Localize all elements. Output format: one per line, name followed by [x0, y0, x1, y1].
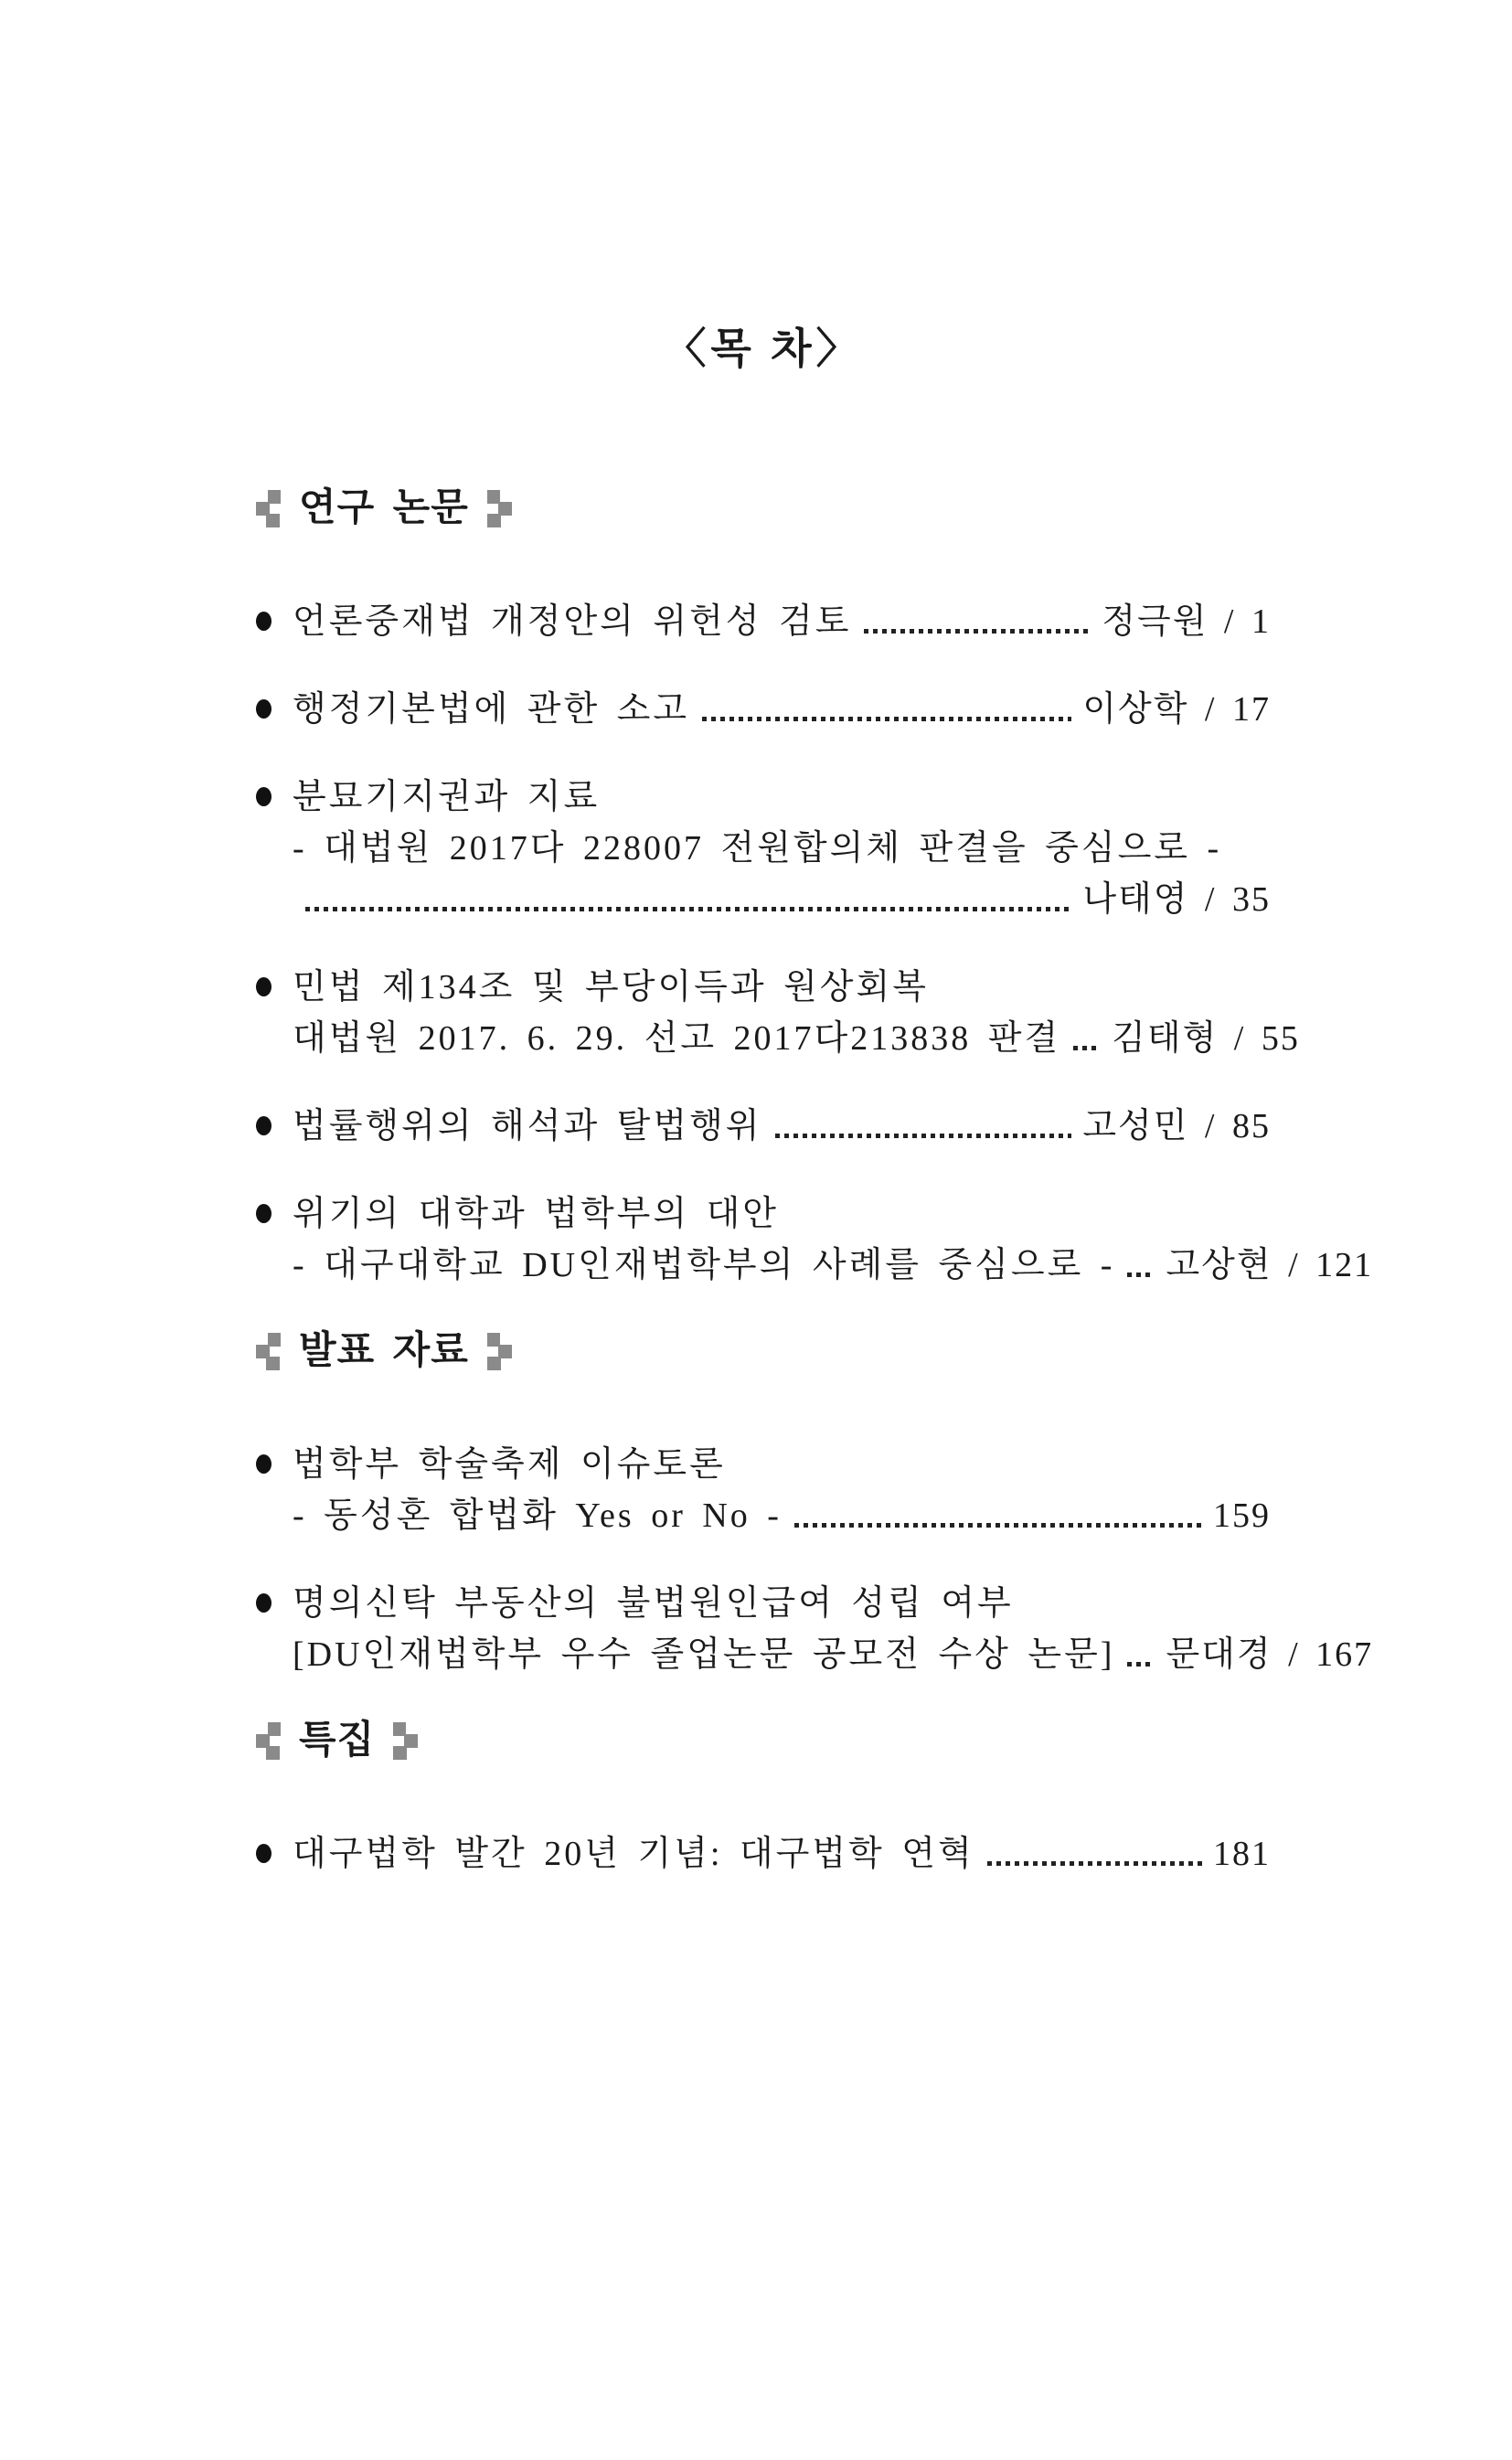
dot-leader-icon — [987, 1861, 1202, 1866]
toc-line — [293, 596, 1271, 647]
toc-entry — [256, 1101, 1271, 1152]
toc-line — [293, 1013, 1300, 1064]
entry-text: 위기의 대학과 법학부의 대안 — [293, 1195, 779, 1233]
entry-text: 행정기본법에 관한 소고 — [293, 690, 690, 729]
bullet-icon — [256, 612, 272, 631]
section-marker-left-icon — [256, 490, 281, 527]
bullet-icon — [256, 1593, 272, 1613]
entry-text: 법률행위의 해석과 탈법행위 — [293, 1107, 762, 1145]
toc-line — [293, 1490, 1271, 1541]
entry-text: 민법 제134조 및 부당이득과 원상회복 — [293, 968, 929, 1006]
entry-text: 대법원 2017. 6. 29. 선고 2017다213838 판결 — [293, 1019, 1061, 1058]
toc-entry — [256, 1439, 1271, 1541]
marker-square — [266, 1746, 280, 1760]
dot-leader-icon — [702, 717, 1071, 721]
bullet-icon — [256, 1204, 272, 1223]
page-title: 〈목 차〉 — [664, 325, 863, 372]
toc-line — [293, 1629, 1374, 1680]
marker-square — [487, 514, 501, 527]
toc-line — [293, 1101, 1271, 1152]
entry-author-page: 정극원 / 1 — [1102, 602, 1271, 641]
entry-text: [DU인재법학부 우수 졸업논문 공모전 수상 논문] — [293, 1635, 1115, 1674]
dot-leader-icon — [775, 1134, 1072, 1138]
toc-page — [0, 322, 1512, 1880]
entry-text: 법학부 학술축제 이슈토론 — [293, 1445, 726, 1484]
marker-square — [268, 490, 281, 504]
toc-section — [256, 1327, 1374, 1680]
section-title: 발표 자료 — [299, 1330, 469, 1372]
bullet-icon — [256, 1116, 272, 1135]
entry-author-page: 나태영 / 35 — [1082, 880, 1271, 919]
toc-entry — [256, 772, 1271, 925]
entry-text: 명의신탁 부동산의 불법원인급여 성립 여부 — [293, 1584, 1014, 1623]
dot-leader-icon — [305, 907, 1071, 911]
bullet-icon — [256, 787, 272, 806]
toc-entry — [256, 962, 1300, 1064]
dot-leader-icon — [1127, 1662, 1155, 1667]
section-title: 연구 논문 — [299, 487, 469, 529]
entry-author-page: 이상학 / 17 — [1082, 690, 1271, 729]
toc-entry — [256, 1188, 1374, 1291]
dot-leader-icon — [794, 1523, 1202, 1528]
entry-text: - 대구대학교 DU인재법학부의 사례를 중심으로 - — [293, 1246, 1115, 1284]
entry-text: 언론중재법 개정안의 위헌성 검토 — [293, 602, 852, 641]
entry-author-page: 고성민 / 85 — [1082, 1107, 1271, 1145]
section-marker-right-icon — [487, 490, 512, 527]
toc-entry — [256, 1828, 1271, 1880]
marker-square — [268, 1722, 281, 1736]
marker-square — [393, 1746, 407, 1760]
section-marker-right-icon — [487, 1333, 512, 1370]
toc-line — [293, 1240, 1374, 1291]
marker-square — [266, 514, 280, 527]
entry-author-page: 김태형 / 55 — [1112, 1019, 1300, 1058]
toc-entry — [256, 596, 1271, 647]
dot-leader-icon — [864, 629, 1091, 634]
toc-section — [256, 485, 1374, 1291]
marker-square — [487, 1357, 501, 1370]
entry-author-page: 159 — [1213, 1496, 1271, 1535]
toc-line — [293, 1188, 1271, 1240]
marker-square — [266, 1357, 280, 1370]
bullet-icon — [256, 699, 272, 719]
entry-text: 대구법학 발간 20년 기념: 대구법학 연혁 — [293, 1835, 974, 1873]
section-marker-left-icon — [256, 1333, 281, 1370]
entry-author-page: 고상현 / 121 — [1166, 1246, 1374, 1284]
entry-author-page: 181 — [1213, 1835, 1271, 1873]
toc-line — [293, 823, 1271, 874]
toc-line — [293, 874, 1271, 925]
toc-line — [293, 1578, 1271, 1629]
entry-text: - 동성혼 합법화 Yes or No - — [293, 1496, 782, 1535]
toc-line — [293, 772, 1271, 823]
entry-text: 분묘기지권과 지료 — [293, 778, 601, 816]
entry-author-page: 문대경 / 167 — [1166, 1635, 1374, 1674]
dot-leader-icon — [1073, 1046, 1101, 1050]
section-marker-right-icon — [393, 1722, 418, 1760]
section-marker-left-icon — [256, 1722, 281, 1760]
toc-sections — [256, 485, 1374, 1880]
section-header — [256, 1327, 1271, 1375]
section-header — [256, 485, 1271, 532]
toc-section — [256, 1717, 1271, 1880]
toc-line — [293, 1828, 1271, 1880]
dot-leader-icon — [1127, 1273, 1155, 1277]
toc-entry — [256, 1578, 1374, 1680]
marker-square — [268, 1333, 281, 1347]
toc-line — [293, 962, 1271, 1013]
section-header — [256, 1717, 1271, 1764]
bullet-icon — [256, 1844, 272, 1863]
toc-entry — [256, 684, 1271, 735]
toc-line — [293, 1439, 1271, 1490]
bullet-icon — [256, 1454, 272, 1474]
toc-line — [293, 684, 1271, 735]
entry-text: - 대법원 2017다 228007 전원합의체 판결을 중심으로 - — [293, 829, 1222, 868]
bullet-icon — [256, 977, 272, 996]
section-title: 특집 — [299, 1720, 376, 1762]
